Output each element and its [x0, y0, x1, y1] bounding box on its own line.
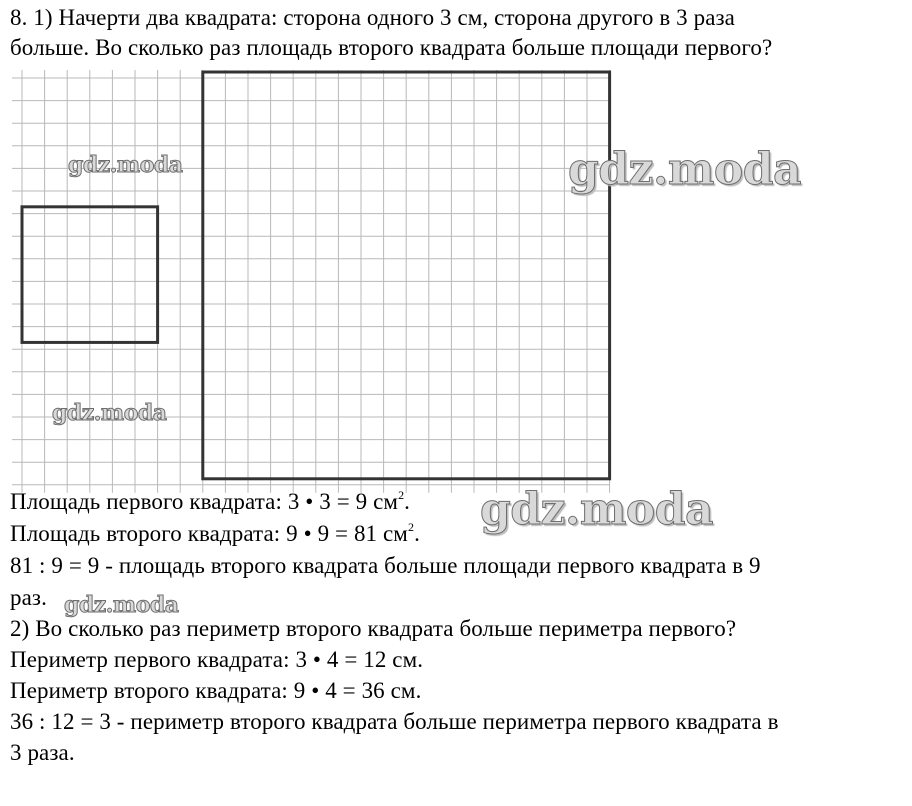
- perimeter-ratio-cont: 3 раза.: [10, 740, 75, 765]
- watermark: gdz.moda: [64, 592, 179, 618]
- watermark: gdz.moda: [480, 484, 714, 535]
- period: .: [404, 489, 411, 514]
- area-ratio-cont: раз.: [10, 585, 47, 610]
- squared-mark: 2: [407, 520, 415, 534]
- watermark: gdz.moda: [568, 144, 802, 195]
- task-line-2: больше. Во сколько раз площадь второго квадрата больше площади первого?: [10, 35, 773, 60]
- area-second-line: [10, 520, 420, 548]
- perimeter-second-line: Периметр второго квадрата: 9 • 4 = 36 см.: [10, 678, 422, 703]
- task-line-1: 8. 1) Начерти два квадрата: сторона одного 3 см, сторона другого в 3 раза: [10, 5, 735, 30]
- perimeter-first-line: Периметр первого квадрата: 3 • 4 = 12 см.: [10, 647, 424, 672]
- area-second-text: Площадь второго квадрата: 9 • 9 = 81 см: [10, 521, 408, 546]
- squared-mark: 2: [398, 488, 405, 502]
- area-first-line: [10, 488, 410, 516]
- grid-lines: [12, 70, 610, 493]
- watermark: gdz.moda: [52, 400, 167, 426]
- period: .: [414, 521, 420, 546]
- area-first-text: Площадь первого квадрата: 3 • 3 = 9 см: [10, 489, 399, 514]
- watermark: gdz.moda: [68, 152, 183, 178]
- area-ratio-line: 81 : 9 = 9 - площадь второго квадрата больше площади первого квадрата в 9: [10, 553, 761, 578]
- perimeter-ratio-line: 36 : 12 = 3 - периметр второго квадрата больше периметра первого квадрата в: [10, 709, 779, 734]
- question-2: 2) Во сколько раз периметр второго квадрата больше периметра первого?: [10, 616, 737, 641]
